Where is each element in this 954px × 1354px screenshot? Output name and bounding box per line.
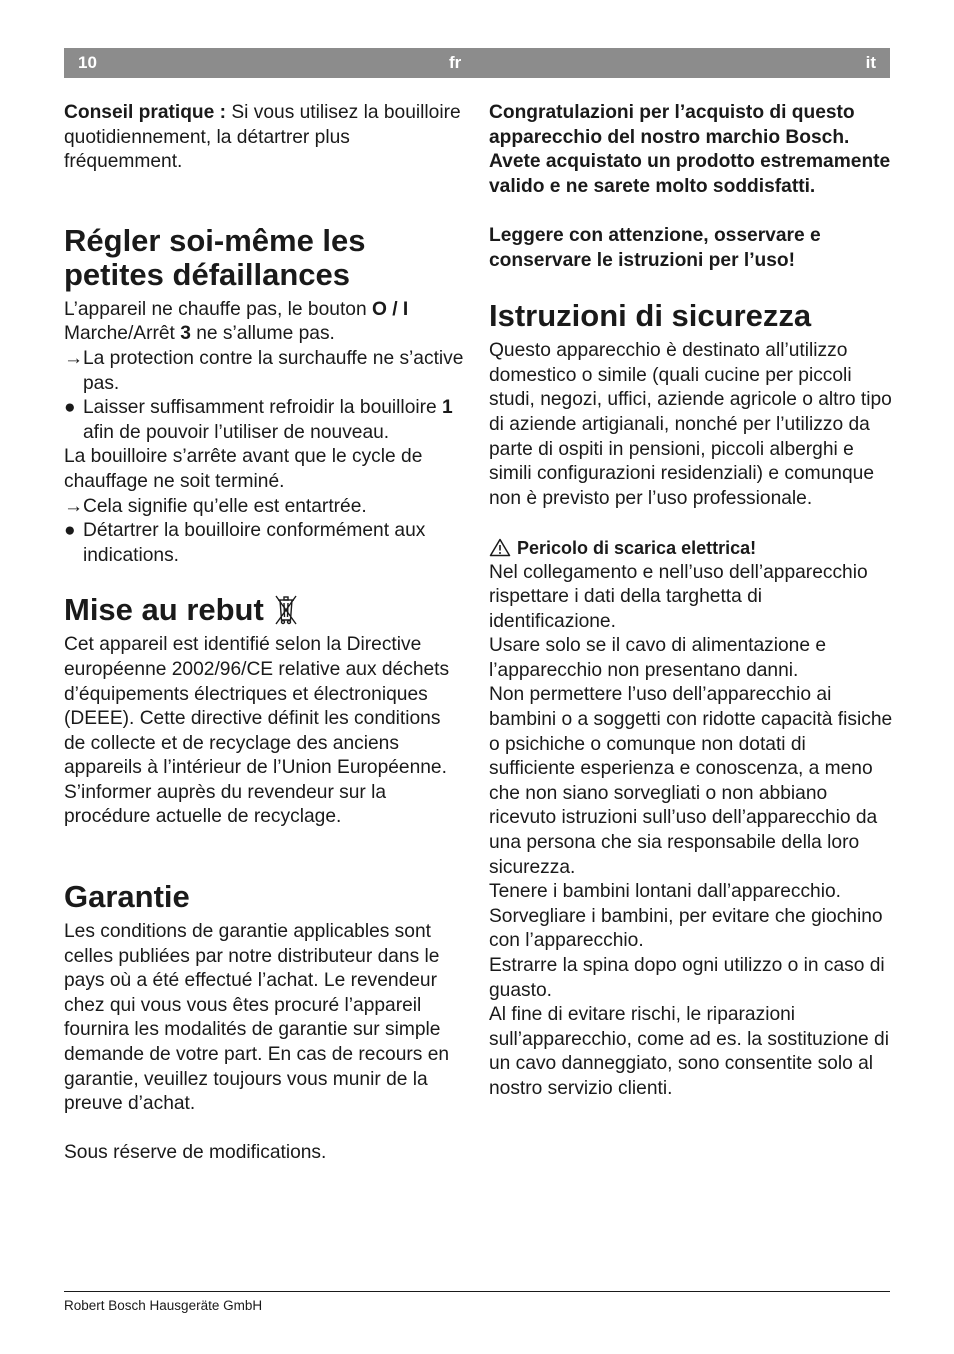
footer-divider — [64, 1291, 890, 1292]
warning-triangle-icon — [489, 538, 511, 557]
action-item: ● Laisser suffisamment refroidir la bouilloire 1 afin de pouvoir l’utiliser de nouveau. — [64, 397, 453, 443]
cause-item: → Cela signifie qu’elle est entartrée. — [64, 495, 466, 520]
page-header-bar — [64, 48, 890, 78]
disposal-heading: Mise au rebut — [64, 592, 466, 627]
modification-note: Sous réserve de modifications. — [64, 1142, 327, 1164]
bullet-icon: ● — [64, 397, 76, 419]
arrow-icon: → — [64, 495, 84, 517]
column-italian — [489, 101, 893, 1102]
safety-instruction: Al fine di evitare rischi, le riparazioni sull’apparecchio, come ad es. la sostituzione di un cavo danneggiato, sono consentite solo al nostro servizio clienti. — [489, 1004, 889, 1099]
warranty-text: Les conditions de garantie applicables sont celles publiées par notre distributeur dans le pays où a été effectué l’achat. Le revendeur chez qui vous vous êtes procuré l’appareil fournira les modalités de garantie sur simple demande de votre part. En cas de recours en garantie, veuillez toujours vous munir de la preuve d’achat. — [64, 921, 450, 1115]
troubleshooting-section — [64, 298, 466, 569]
column-french — [64, 101, 466, 1166]
language-label-it: it — [865, 53, 876, 72]
warranty-heading: Garantie — [64, 879, 190, 915]
problem-1: L’appareil ne chauffe pas, le bouton O / I Marche/Arrêt 3 ne s’allume pas. — [64, 298, 409, 345]
read-instructions-text: Leggere con attenzione, osservare e conservare le istruzioni per l’uso! — [489, 224, 821, 271]
warning-title: Pericolo di scarica elettrica! — [489, 536, 893, 561]
crossed-out-bin-icon — [274, 592, 298, 626]
safety-instruction: Sorvegliare i bambini, per evitare che giochino con l’apparecchio. — [489, 905, 883, 952]
problem-2: La bouilloire s’arrête avant que le cycle de chauffage ne soit terminé. — [64, 446, 423, 492]
safety-instruction: Tenere i bambini lontani dall’apparecchio. — [489, 881, 841, 903]
disposal-text: Cet appareil est identifié selon la Directive européenne 2002/96/CE relative aux déchets d’équipements électriques et électroniques (DEEE). Cette directive définit les conditions de collecte et de recyclage des anciens appareils à l’intérieur de l’Union Européenne. S’informer auprès du revendeur sur la procédure actuelle de recyclage. — [64, 634, 450, 828]
arrow-icon: → — [64, 347, 84, 369]
page-number: 10 — [78, 53, 97, 72]
cause-item: → La protection contre la surchauffe ne s’active pas. — [64, 347, 464, 394]
practical-tip — [64, 101, 466, 175]
on-off-button-label: O / I — [371, 298, 409, 320]
safety-heading: Istruzioni di sicurezza — [489, 298, 812, 334]
action-item: ● Détartrer la bouilloire conformément aux indications. — [64, 520, 426, 566]
tip-text: Si vous utilisez la bouilloire quotidiennement, la détartrer plus fréquemment. — [64, 102, 461, 173]
bullet-icon: ● — [64, 520, 76, 542]
tip-label: Conseil pratique : — [64, 102, 227, 123]
safety-intro: Questo apparecchio è destinato all’utilizzo domestico o simile (quali cucine per piccoli studi, negozi, uffici, aziende agricole o altro tipo di aziende artigianali, nonché per l’utilizzo da parte di ospiti in pensioni, piccoli alberghi e simili configurazioni residenziali) e comunque non è previsto per l’uso professionale. — [489, 340, 892, 509]
item-number: 1 — [442, 397, 453, 419]
safety-instruction: Nel collegamento e nell’uso dell’apparecchio rispettare i dati della targhetta di identificazione. — [489, 561, 868, 632]
item-number: 3 — [180, 323, 191, 345]
safety-instruction: Estrarre la spina dopo ogni utilizzo o in caso di guasto. — [489, 955, 885, 1001]
language-label-fr: fr — [449, 53, 462, 72]
congratulations-text: Congratulazioni per l’acquisto di questo apparecchio del nostro marchio Bosch. Avete acquistato un prodotto estremamente valido e ne sarete molto soddisfatti. — [489, 102, 891, 197]
safety-instruction: Usare solo se il cavo di alimentazione e l’apparecchio non presentano danni. — [489, 635, 827, 681]
safety-instruction: Non permettere l’uso dell’apparecchio ai bambini o a soggetti con ridotte capacità fisiche o psichiche o comunque non dotati di sufficiente esperienza e conoscenza, a meno che non siano sorvegliati o non abbiano ricevuto istruzioni sull’uso dell’apparecchio da una persona che sia responsabile della loro sicurezza. — [489, 684, 893, 878]
footer-company: Robert Bosch Hausgeräte GmbH — [64, 1298, 263, 1313]
troubleshooting-heading: Régler soi-même les petites défaillances — [64, 222, 366, 292]
